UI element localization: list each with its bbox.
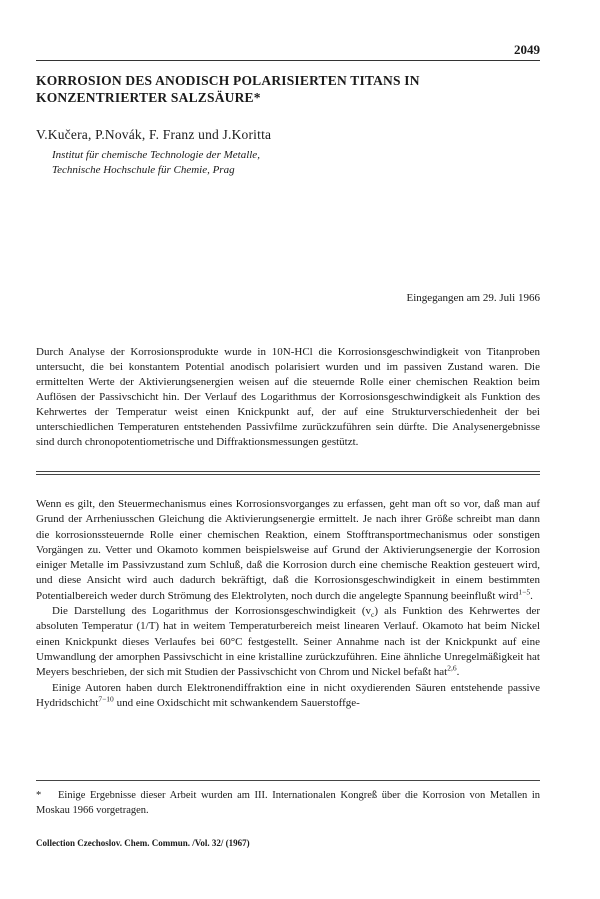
footnote: [36, 788, 540, 818]
affiliation: [52, 148, 260, 178]
paragraph-3-text-b: und eine Oxidschicht mit schwankendem Sauerstoffge-: [113, 696, 360, 709]
paragraph-1-text: Wenn es gilt, den Steuermechanismus eines Korrosionsvorganges zu erfassen, geht man oft so vor, daß man auf Grund der Arrheniusschen Gleichung die Aktivierungsenergie ermittelt. Je nach ihrer Größe schreibt man dann die korrosionssteuernde Rolle einer chemischen Reaktion, einem Stofftransportmechanismus oder sonstigen Vorgängen zu. Vetter und Okamoto kommen beispielsweise auf Grund der Aktivierungsenergie der Korrosion einiger Metalle im Passivzustand zum Schluß, daß die Korrosion durch eine chemische Reaktion gesteuert wird, und diese Ansicht wird auch dadurch bekräftigt, daß die Korrosionsgeschwindigkeit in einem bestimmten Potentialbereich weder durch Strömung des Elektrolyten, noch durch die angelegte Spannung beeinflußt wird: [36, 498, 540, 602]
footnote-text: Einige Ergebnisse dieser Arbeit wurden am III. Internationalen Kongreß über die Korrosion von Metallen in Moskau 1966 vorgetragen.: [36, 790, 540, 816]
affiliation-line-2: Technische Hochschule für Chemie, Prag: [52, 164, 235, 176]
body-paragraph-1: [36, 497, 540, 604]
body-text: [36, 497, 540, 711]
received-date: Eingegangen am 29. Juli 1966: [406, 292, 540, 304]
footnote-rule: [36, 780, 540, 781]
citation-ref: 1−5: [518, 587, 531, 597]
subscript-c: c: [371, 610, 375, 620]
citation-ref: 2,6: [447, 663, 457, 673]
journal-citation: Collection Czechoslov. Chem. Commun. /Vol. 32/ (1967): [36, 838, 250, 848]
abstract-rule-top: [36, 471, 540, 472]
authors: V.Kučera, P.Novák, F. Franz und J.Koritta: [36, 127, 272, 142]
affiliation-line-1: Institut für chemische Technologie der Metalle,: [52, 149, 260, 161]
header-rule: [36, 60, 540, 61]
abstract-rule-bottom: [36, 474, 540, 475]
article-title: KORROSION DES ANODISCH POLARISIERTEN TITANS IN KONZENTRIERTER SALZSÄURE*: [36, 73, 420, 105]
page-number: 2049: [514, 42, 540, 57]
citation-ref: 7−10: [98, 694, 114, 704]
abstract: Durch Analyse der Korrosionsprodukte wurde in 10N-HCl die Korrosionsgeschwindigkeit von Titanproben untersucht, die bei konstantem Potential anodisch polarisiert wurden und im passiven Zustand waren. Die ermittelten Werte der Aktivierungsenergien weisen auf die steuernde Rolle einer chemischen Reaktion beim Auflösen der Passivschicht hin. Der Verlauf des Logarithmus der Korrosionsgeschwindigkeit als Funktion des Kehrwertes der Temperatur weist einen Knickpunkt auf, der auf eine Strukturverschiedenheit der bei unterschiedlichen Temperaturen entstehenden Passivfilme zurückzuführen sein dürfte. Die Analysenergebnisse sind durch chronopotentiometrische und Diffraktionsmessungen gestützt.: [36, 346, 540, 448]
body-paragraph-2: [36, 604, 540, 680]
paragraph-2-end: .: [456, 666, 460, 679]
paragraph-2-text-a: Die Darstellung des Logarithmus der Korrosionsgeschwindigkeit (v: [52, 605, 372, 618]
paragraph-1-end: .: [530, 589, 533, 602]
paragraph-3-text-a: Einige Autoren haben durch Elektronendiffraktion eine in nicht oxydierenden Säuren entstehende passive Hydridschicht: [36, 681, 540, 709]
paragraph-2-text-b: ) als Funktion des Kehrwertes der absoluten Temperatur (1/T) hat in weitem Temperaturbereich meist linearen Verlauf. Okamoto hat beim Nickel einen Knickpunkt dieses Verlaufes bei 60°C festgestellt. Seiner Annahme nach ist der Knickpunkt auf eine Umwandlung der amorphen Passivschicht in eine kristalline zurückzuführen. Eine ähnliche Unregelmäßigkeit hat Meyers beschrieben, der sich mit Studien der Passivschicht von Chrom und Nickel befaßt hat: [36, 605, 540, 679]
body-paragraph-3: [36, 681, 540, 712]
footnote-mark: *: [36, 790, 42, 801]
